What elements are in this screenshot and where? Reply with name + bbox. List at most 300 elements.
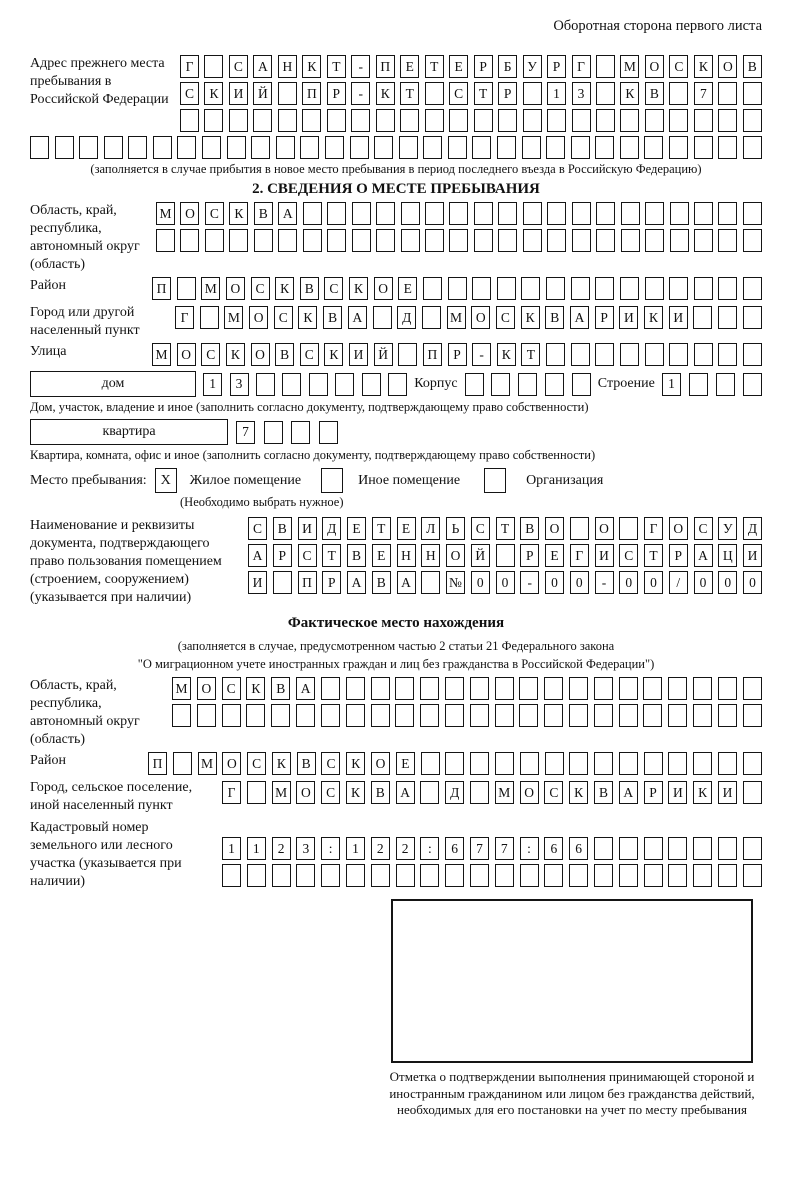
char-cell[interactable]: В <box>297 752 316 775</box>
char-cell[interactable] <box>547 202 566 225</box>
char-cell[interactable] <box>396 864 415 887</box>
char-cell[interactable]: Р <box>498 82 517 105</box>
char-cell[interactable] <box>496 544 515 567</box>
char-cell[interactable] <box>321 677 340 700</box>
char-cell[interactable] <box>420 864 439 887</box>
char-cell[interactable] <box>229 229 248 252</box>
char-cell[interactable] <box>620 136 639 159</box>
char-cell[interactable] <box>395 704 414 727</box>
char-cell[interactable] <box>373 306 392 329</box>
char-cell[interactable] <box>743 229 762 252</box>
char-cell[interactable]: В <box>371 781 390 804</box>
char-cell[interactable]: К <box>302 55 321 78</box>
char-cell[interactable] <box>470 864 489 887</box>
char-cell[interactable] <box>544 864 563 887</box>
char-cell[interactable] <box>571 277 590 300</box>
char-cell[interactable] <box>445 704 464 727</box>
char-cell[interactable] <box>694 229 713 252</box>
char-cell[interactable] <box>278 109 297 132</box>
char-cell[interactable] <box>495 677 514 700</box>
char-cell[interactable] <box>743 677 762 700</box>
char-cell[interactable] <box>346 704 365 727</box>
char-cell[interactable] <box>498 202 517 225</box>
char-cell[interactable] <box>572 373 591 396</box>
char-cell[interactable] <box>668 677 687 700</box>
char-cell[interactable]: О <box>222 752 241 775</box>
char-cell[interactable] <box>498 229 517 252</box>
char-cell[interactable]: Н <box>397 544 416 567</box>
char-cell[interactable] <box>55 136 74 159</box>
char-cell[interactable] <box>272 864 291 887</box>
char-cell[interactable] <box>643 704 662 727</box>
char-cell[interactable] <box>595 277 614 300</box>
char-cell[interactable]: М <box>224 306 243 329</box>
char-cell[interactable] <box>668 837 687 860</box>
char-cell[interactable] <box>595 343 614 366</box>
char-cell[interactable]: А <box>347 571 366 594</box>
char-cell[interactable]: К <box>246 677 265 700</box>
char-cell[interactable]: 0 <box>496 571 515 594</box>
char-cell[interactable] <box>644 136 663 159</box>
char-cell[interactable]: Р <box>474 55 493 78</box>
char-cell[interactable] <box>743 277 762 300</box>
char-cell[interactable] <box>425 109 444 132</box>
char-cell[interactable] <box>321 704 340 727</box>
char-cell[interactable] <box>594 864 613 887</box>
char-cell[interactable] <box>474 109 493 132</box>
char-cell[interactable] <box>351 109 370 132</box>
char-cell[interactable] <box>401 202 420 225</box>
char-cell[interactable]: М <box>272 781 291 804</box>
char-cell[interactable] <box>544 704 563 727</box>
char-cell[interactable] <box>689 373 708 396</box>
char-cell[interactable] <box>420 781 439 804</box>
char-cell[interactable] <box>743 343 762 366</box>
char-cell[interactable] <box>523 229 542 252</box>
char-cell[interactable]: С <box>180 82 199 105</box>
char-cell[interactable] <box>595 136 614 159</box>
char-cell[interactable] <box>619 837 638 860</box>
char-cell[interactable] <box>669 136 688 159</box>
char-cell[interactable]: В <box>594 781 613 804</box>
char-cell[interactable]: С <box>298 544 317 567</box>
char-cell[interactable]: 2 <box>371 837 390 860</box>
char-cell[interactable]: В <box>347 544 366 567</box>
char-cell[interactable]: 0 <box>718 571 737 594</box>
char-cell[interactable]: К <box>226 343 245 366</box>
char-cell[interactable]: Г <box>222 781 241 804</box>
char-cell[interactable]: С <box>321 752 340 775</box>
char-cell[interactable]: У <box>718 517 737 540</box>
char-cell[interactable] <box>619 517 638 540</box>
char-cell[interactable] <box>302 109 321 132</box>
char-cell[interactable]: 6 <box>569 837 588 860</box>
char-cell[interactable] <box>222 704 241 727</box>
char-cell[interactable]: В <box>271 677 290 700</box>
char-cell[interactable]: 1 <box>547 82 566 105</box>
char-cell[interactable] <box>401 229 420 252</box>
char-cell[interactable]: 2 <box>396 837 415 860</box>
char-cell[interactable] <box>520 864 539 887</box>
char-cell[interactable]: И <box>298 517 317 540</box>
char-cell[interactable]: Н <box>421 544 440 567</box>
char-cell[interactable] <box>296 704 315 727</box>
char-cell[interactable]: П <box>302 82 321 105</box>
char-cell[interactable]: 3 <box>296 837 315 860</box>
char-cell[interactable] <box>718 677 737 700</box>
char-cell[interactable] <box>693 677 712 700</box>
char-cell[interactable] <box>718 864 737 887</box>
char-cell[interactable] <box>669 343 688 366</box>
char-cell[interactable]: 1 <box>346 837 365 860</box>
char-cell[interactable] <box>374 136 393 159</box>
char-cell[interactable]: А <box>570 306 589 329</box>
char-cell[interactable] <box>445 677 464 700</box>
char-cell[interactable] <box>79 136 98 159</box>
char-cell[interactable]: С <box>222 677 241 700</box>
char-cell[interactable]: К <box>229 202 248 225</box>
char-cell[interactable]: Р <box>327 82 346 105</box>
char-cell[interactable]: П <box>376 55 395 78</box>
char-cell[interactable] <box>449 229 468 252</box>
char-cell[interactable] <box>222 864 241 887</box>
char-cell[interactable] <box>596 202 615 225</box>
char-cell[interactable] <box>376 229 395 252</box>
char-cell[interactable] <box>204 55 223 78</box>
char-cell[interactable] <box>718 752 737 775</box>
char-cell[interactable] <box>694 343 713 366</box>
char-cell[interactable] <box>645 343 664 366</box>
char-cell[interactable]: О <box>296 781 315 804</box>
char-cell[interactable] <box>718 82 737 105</box>
char-cell[interactable] <box>743 837 762 860</box>
char-cell[interactable]: 1 <box>222 837 241 860</box>
char-cell[interactable]: А <box>396 781 415 804</box>
char-cell[interactable]: 0 <box>545 571 564 594</box>
char-cell[interactable]: И <box>349 343 368 366</box>
char-cell[interactable] <box>180 229 199 252</box>
char-cell[interactable] <box>569 704 588 727</box>
char-cell[interactable] <box>246 704 265 727</box>
char-cell[interactable]: С <box>201 343 220 366</box>
char-cell[interactable] <box>743 752 762 775</box>
char-cell[interactable] <box>594 837 613 860</box>
char-cell[interactable] <box>296 864 315 887</box>
char-cell[interactable]: О <box>374 277 393 300</box>
char-cell[interactable] <box>425 82 444 105</box>
char-cell[interactable]: С <box>321 781 340 804</box>
char-cell[interactable] <box>596 109 615 132</box>
char-cell[interactable] <box>352 202 371 225</box>
char-cell[interactable]: О <box>446 544 465 567</box>
char-cell[interactable]: С <box>496 306 515 329</box>
char-cell[interactable] <box>421 571 440 594</box>
char-cell[interactable]: П <box>423 343 442 366</box>
char-cell[interactable]: К <box>694 55 713 78</box>
char-cell[interactable]: С <box>324 277 343 300</box>
char-cell[interactable]: А <box>694 544 713 567</box>
char-cell[interactable] <box>470 752 489 775</box>
char-cell[interactable]: Т <box>521 343 540 366</box>
char-cell[interactable] <box>546 136 565 159</box>
char-cell[interactable]: М <box>620 55 639 78</box>
char-cell[interactable]: А <box>253 55 272 78</box>
char-cell[interactable] <box>519 704 538 727</box>
char-cell[interactable] <box>694 136 713 159</box>
checkbox-zhiloe[interactable]: X <box>155 468 177 493</box>
char-cell[interactable]: И <box>229 82 248 105</box>
char-cell[interactable]: О <box>177 343 196 366</box>
char-cell[interactable] <box>153 136 172 159</box>
char-cell[interactable]: Д <box>322 517 341 540</box>
char-cell[interactable] <box>743 704 762 727</box>
char-cell[interactable]: Е <box>397 517 416 540</box>
char-cell[interactable] <box>743 373 762 396</box>
char-cell[interactable] <box>247 781 266 804</box>
char-cell[interactable]: У <box>523 55 542 78</box>
char-cell[interactable] <box>619 704 638 727</box>
char-cell[interactable]: К <box>346 752 365 775</box>
char-cell[interactable] <box>718 306 737 329</box>
char-cell[interactable]: А <box>348 306 367 329</box>
char-cell[interactable] <box>491 373 510 396</box>
char-cell[interactable]: В <box>743 55 762 78</box>
char-cell[interactable] <box>495 704 514 727</box>
char-cell[interactable] <box>303 202 322 225</box>
char-cell[interactable] <box>569 677 588 700</box>
char-cell[interactable] <box>620 343 639 366</box>
char-cell[interactable]: 1 <box>203 373 222 396</box>
char-cell[interactable]: К <box>346 781 365 804</box>
char-cell[interactable] <box>743 136 762 159</box>
char-cell[interactable]: О <box>197 677 216 700</box>
char-cell[interactable] <box>423 277 442 300</box>
char-cell[interactable]: Г <box>180 55 199 78</box>
char-cell[interactable]: К <box>376 82 395 105</box>
char-cell[interactable]: Р <box>273 544 292 567</box>
char-cell[interactable]: О <box>249 306 268 329</box>
char-cell[interactable]: А <box>397 571 416 594</box>
char-cell[interactable] <box>596 55 615 78</box>
char-cell[interactable]: Р <box>520 544 539 567</box>
char-cell[interactable]: В <box>372 571 391 594</box>
char-cell[interactable] <box>474 229 493 252</box>
char-cell[interactable] <box>128 136 147 159</box>
char-cell[interactable]: О <box>471 306 490 329</box>
char-cell[interactable]: С <box>694 517 713 540</box>
char-cell[interactable] <box>472 136 491 159</box>
char-cell[interactable]: К <box>644 306 663 329</box>
char-cell[interactable] <box>202 136 221 159</box>
char-cell[interactable]: К <box>521 306 540 329</box>
char-cell[interactable] <box>718 109 737 132</box>
char-cell[interactable]: С <box>471 517 490 540</box>
char-cell[interactable]: Е <box>398 277 417 300</box>
char-cell[interactable] <box>204 109 223 132</box>
char-cell[interactable] <box>669 109 688 132</box>
char-cell[interactable]: В <box>520 517 539 540</box>
char-cell[interactable] <box>693 837 712 860</box>
char-cell[interactable]: Т <box>425 55 444 78</box>
char-cell[interactable]: В <box>645 82 664 105</box>
char-cell[interactable] <box>327 202 346 225</box>
char-cell[interactable]: К <box>204 82 223 105</box>
char-cell[interactable] <box>371 677 390 700</box>
char-cell[interactable] <box>569 752 588 775</box>
char-cell[interactable]: А <box>296 677 315 700</box>
char-cell[interactable]: 1 <box>662 373 681 396</box>
char-cell[interactable]: О <box>545 517 564 540</box>
char-cell[interactable]: О <box>595 517 614 540</box>
char-cell[interactable]: С <box>300 343 319 366</box>
char-cell[interactable] <box>572 202 591 225</box>
char-cell[interactable]: 6 <box>544 837 563 860</box>
char-cell[interactable]: Е <box>400 55 419 78</box>
char-cell[interactable] <box>180 109 199 132</box>
char-cell[interactable]: Е <box>449 55 468 78</box>
char-cell[interactable] <box>327 109 346 132</box>
char-cell[interactable]: Р <box>448 343 467 366</box>
char-cell[interactable]: А <box>248 544 267 567</box>
char-cell[interactable]: Г <box>175 306 194 329</box>
char-cell[interactable]: - <box>472 343 491 366</box>
char-cell[interactable] <box>474 202 493 225</box>
char-cell[interactable]: 6 <box>445 837 464 860</box>
char-cell[interactable]: Т <box>644 544 663 567</box>
char-cell[interactable]: О <box>520 781 539 804</box>
char-cell[interactable]: О <box>669 517 688 540</box>
char-cell[interactable] <box>571 136 590 159</box>
char-cell[interactable]: Т <box>496 517 515 540</box>
char-cell[interactable] <box>273 571 292 594</box>
char-cell[interactable]: С <box>229 55 248 78</box>
char-cell[interactable] <box>694 109 713 132</box>
char-cell[interactable]: - <box>351 82 370 105</box>
char-cell[interactable] <box>570 517 589 540</box>
char-cell[interactable] <box>522 136 541 159</box>
char-cell[interactable] <box>572 109 591 132</box>
char-cell[interactable] <box>227 136 246 159</box>
char-cell[interactable] <box>256 373 275 396</box>
char-cell[interactable] <box>276 136 295 159</box>
char-cell[interactable] <box>644 837 663 860</box>
char-cell[interactable]: А <box>619 781 638 804</box>
char-cell[interactable] <box>399 136 418 159</box>
char-cell[interactable] <box>425 229 444 252</box>
char-cell[interactable] <box>718 277 737 300</box>
char-cell[interactable]: Е <box>347 517 366 540</box>
char-cell[interactable] <box>670 202 689 225</box>
char-cell[interactable]: С <box>248 517 267 540</box>
char-cell[interactable]: Й <box>253 82 272 105</box>
char-cell[interactable]: К <box>693 781 712 804</box>
char-cell[interactable]: 1 <box>247 837 266 860</box>
char-cell[interactable] <box>321 864 340 887</box>
char-cell[interactable]: 3 <box>572 82 591 105</box>
char-cell[interactable]: - <box>351 55 370 78</box>
char-cell[interactable]: - <box>595 571 614 594</box>
char-cell[interactable] <box>743 864 762 887</box>
char-cell[interactable] <box>596 229 615 252</box>
char-cell[interactable]: 7 <box>495 837 514 860</box>
char-cell[interactable]: Д <box>743 517 762 540</box>
char-cell[interactable] <box>668 752 687 775</box>
char-cell[interactable]: С <box>247 752 266 775</box>
char-cell[interactable] <box>569 864 588 887</box>
char-cell[interactable]: 0 <box>471 571 490 594</box>
char-cell[interactable] <box>668 704 687 727</box>
char-cell[interactable] <box>743 306 762 329</box>
char-cell[interactable]: Е <box>545 544 564 567</box>
char-cell[interactable] <box>177 136 196 159</box>
char-cell[interactable]: Р <box>595 306 614 329</box>
char-cell[interactable]: : <box>420 837 439 860</box>
char-cell[interactable] <box>335 373 354 396</box>
char-cell[interactable]: И <box>718 781 737 804</box>
char-cell[interactable] <box>693 704 712 727</box>
char-cell[interactable]: Н <box>278 55 297 78</box>
char-cell[interactable] <box>346 677 365 700</box>
char-cell[interactable] <box>620 277 639 300</box>
checkbox-org[interactable] <box>484 468 506 493</box>
char-cell[interactable] <box>518 373 537 396</box>
char-cell[interactable]: И <box>595 544 614 567</box>
char-cell[interactable] <box>645 229 664 252</box>
char-cell[interactable]: К <box>275 277 294 300</box>
char-cell[interactable] <box>200 306 219 329</box>
char-cell[interactable] <box>371 704 390 727</box>
char-cell[interactable]: П <box>148 752 167 775</box>
char-cell[interactable] <box>448 136 467 159</box>
char-cell[interactable] <box>495 864 514 887</box>
char-cell[interactable]: О <box>226 277 245 300</box>
char-cell[interactable]: : <box>520 837 539 860</box>
char-cell[interactable]: В <box>545 306 564 329</box>
char-cell[interactable]: 2 <box>272 837 291 860</box>
char-cell[interactable] <box>693 864 712 887</box>
char-cell[interactable]: И <box>248 571 267 594</box>
char-cell[interactable] <box>423 136 442 159</box>
char-cell[interactable] <box>716 373 735 396</box>
char-cell[interactable] <box>376 109 395 132</box>
char-cell[interactable] <box>352 229 371 252</box>
char-cell[interactable]: 7 <box>694 82 713 105</box>
char-cell[interactable] <box>497 136 516 159</box>
char-cell[interactable] <box>668 864 687 887</box>
char-cell[interactable] <box>645 109 664 132</box>
char-cell[interactable]: 0 <box>619 571 638 594</box>
char-cell[interactable]: С <box>544 781 563 804</box>
char-cell[interactable] <box>264 421 283 444</box>
char-cell[interactable] <box>278 229 297 252</box>
char-cell[interactable] <box>669 277 688 300</box>
char-cell[interactable] <box>156 229 175 252</box>
char-cell[interactable] <box>104 136 123 159</box>
char-cell[interactable]: О <box>251 343 270 366</box>
char-cell[interactable] <box>470 677 489 700</box>
char-cell[interactable] <box>278 82 297 105</box>
char-cell[interactable] <box>445 752 464 775</box>
char-cell[interactable]: А <box>278 202 297 225</box>
char-cell[interactable]: О <box>180 202 199 225</box>
char-cell[interactable] <box>425 202 444 225</box>
char-cell[interactable]: К <box>298 306 317 329</box>
char-cell[interactable] <box>362 373 381 396</box>
char-cell[interactable] <box>498 109 517 132</box>
char-cell[interactable] <box>350 136 369 159</box>
char-cell[interactable] <box>523 109 542 132</box>
char-cell[interactable] <box>594 752 613 775</box>
